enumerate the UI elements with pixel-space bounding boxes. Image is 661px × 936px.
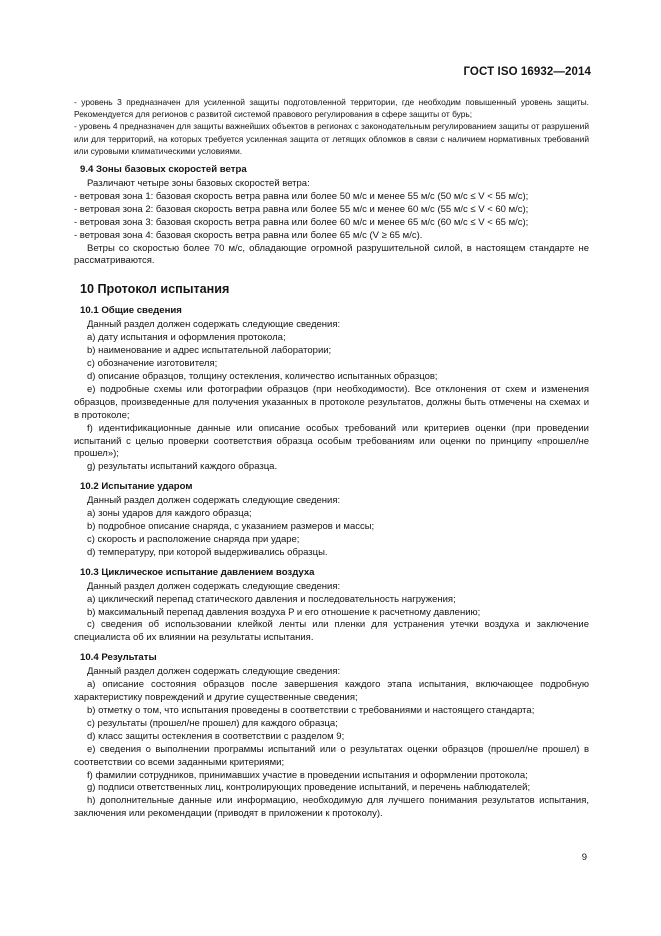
list-item: c) результаты (прошел/не прошел) для каждого образца; bbox=[87, 717, 338, 729]
section-9-4-note: Ветры со скоростью более 70 м/с, обладающие огромной разрушительной силой, в настоящем стандарте не рассматриваются. bbox=[74, 242, 589, 267]
list-item: a) дату испытания и оформления протокола; bbox=[87, 332, 286, 344]
list-item: d) температуру, при которой выдерживались образцы. bbox=[87, 546, 328, 558]
section-9-4-body bbox=[74, 178, 589, 268]
list-item: c) сведения об использовании клейкой ленты или пленки для устранения утечки воздуха и заключение специалиста об их влиянии на результаты испытания. bbox=[74, 619, 589, 644]
list-item: e) подробные схемы или фотографии образцов (при необходимости). Все отклонения от схем и изменения образцов, произведенные для получения указанных в протоколе результатов, должны быть отмечены на схемах и в протоколе; bbox=[74, 383, 589, 421]
section-10-1-title: 10.1 Общие сведения bbox=[80, 305, 182, 317]
section-10-1-intro: Данный раздел должен содержать следующие сведения: bbox=[87, 319, 341, 331]
wind-zone-1: - ветровая зона 1: базовая скорость ветра равна или более 50 м/с и менее 55 м/с (50 м/с ≤ V < 55 м/с); bbox=[74, 190, 529, 202]
section-10-2-title: 10.2 Испытание ударом bbox=[80, 481, 193, 493]
page-number: 9 bbox=[581, 852, 587, 863]
level-3-item: - уровень 3 предназначен для усиленной защиты подготовленной территории, где необходим повышенный уровень защиты. Рекомендуется для регионов с развитой системой правового регулирования в сфере защиты от бурь; bbox=[74, 97, 589, 120]
list-item: g) подписи ответственных лиц, контролирующих проведение испытаний, и перечень наблюдателей; bbox=[87, 782, 531, 794]
list-item: f) фамилии сотрудников, принимавших участие в проведении испытания и оформлении протокола; bbox=[87, 769, 528, 781]
section-10-3-title: 10.3 Циклическое испытание давлением воздуха bbox=[80, 566, 315, 578]
list-item: d) класс защиты остекления в соответствии с разделом 9; bbox=[87, 730, 345, 742]
standard-header: ГОСТ ISO 16932—2014 bbox=[463, 66, 591, 78]
section-10-4-body bbox=[74, 666, 589, 821]
wind-zone-4: - ветровая зона 4: базовая скорость ветра равна или более 65 м/с (V ≥ 65 м/с). bbox=[74, 229, 423, 241]
list-item: a) циклический перепад статического давления и последовательность нагружения; bbox=[87, 593, 456, 605]
list-item: f) идентификационные данные или описание особых требований или критериев оценки (при проведении испытаний с целью проверки соответствия образца особым требованиям или оценки по принципу «прошел/не прошел»); bbox=[74, 422, 589, 460]
section-10-3-body bbox=[74, 581, 589, 646]
section-10-title: 10 Протокол испытания bbox=[80, 282, 230, 297]
section-10-2-intro: Данный раздел должен содержать следующие сведения: bbox=[87, 495, 341, 507]
list-item: a) описание состояния образцов после завершения каждого этапа испытания, включающее подробную характеристику повреждений и другие существенные сведения; bbox=[74, 679, 589, 704]
wind-zone-3: - ветровая зона 3: базовая скорость ветра равна или более 60 м/с и менее 65 м/с (60 м/с ≤ V < 65 м/с); bbox=[74, 216, 529, 228]
section-10-4-intro: Данный раздел должен содержать следующие сведения: bbox=[87, 666, 341, 678]
section-10-3-intro: Данный раздел должен содержать следующие сведения: bbox=[87, 580, 341, 592]
list-item: b) отметку о том, что испытания проведены в соответствии с требованиями и настоящего стандарта; bbox=[87, 705, 535, 717]
section-9-4-intro: Различают четыре зоны базовых скоростей ветра: bbox=[87, 178, 310, 190]
protection-levels-list bbox=[74, 96, 589, 157]
section-10-1-body bbox=[74, 319, 589, 474]
list-item: b) наименование и адрес испытательной лаборатории; bbox=[87, 345, 332, 357]
section-9-4-title: 9.4 Зоны базовых скоростей ветра bbox=[80, 164, 247, 176]
level-4-item: - уровень 4 предназначен для защиты важнейших объектов в регионах с законодательным регулированием защиты от разрушений или для территорий, на которых требуется усиленная защита от летящих обломков в связи с наличием нормативных требований или суровыми климатическими условиями. bbox=[74, 121, 589, 156]
list-item: a) зоны ударов для каждого образца; bbox=[87, 508, 252, 520]
list-item: c) обозначение изготовителя; bbox=[87, 358, 218, 370]
page-content bbox=[74, 96, 589, 821]
list-item: h) дополнительные данные или информацию, необходимую для лучшего понимания результатов испытания, заключения или рекомендации (приводят в приложении к протоколу). bbox=[74, 795, 589, 820]
list-item: d) описание образцов, толщину остекления, количество испытанных образцов; bbox=[87, 370, 438, 382]
list-item: b) максимальный перепад давления воздуха P и его отношение к расчетному давлению; bbox=[87, 606, 481, 618]
section-10-2-body bbox=[74, 495, 589, 560]
list-item: c) скорость и расположение снаряда при ударе; bbox=[87, 533, 300, 545]
wind-zone-2: - ветровая зона 2: базовая скорость ветра равна или более 55 м/с и менее 60 м/с (55 м/с ≤ V < 60 м/с); bbox=[74, 203, 529, 215]
list-item: e) сведения о выполнении программы испытаний или о результатах оценки образцов (прошел/не прошел) в соответствии со всеми заданными критериями; bbox=[74, 743, 589, 768]
section-10-4-title: 10.4 Результаты bbox=[80, 652, 157, 664]
list-item: b) подробное описание снаряда, с указанием размеров и массы; bbox=[87, 521, 375, 533]
list-item: g) результаты испытаний каждого образца. bbox=[87, 461, 278, 473]
